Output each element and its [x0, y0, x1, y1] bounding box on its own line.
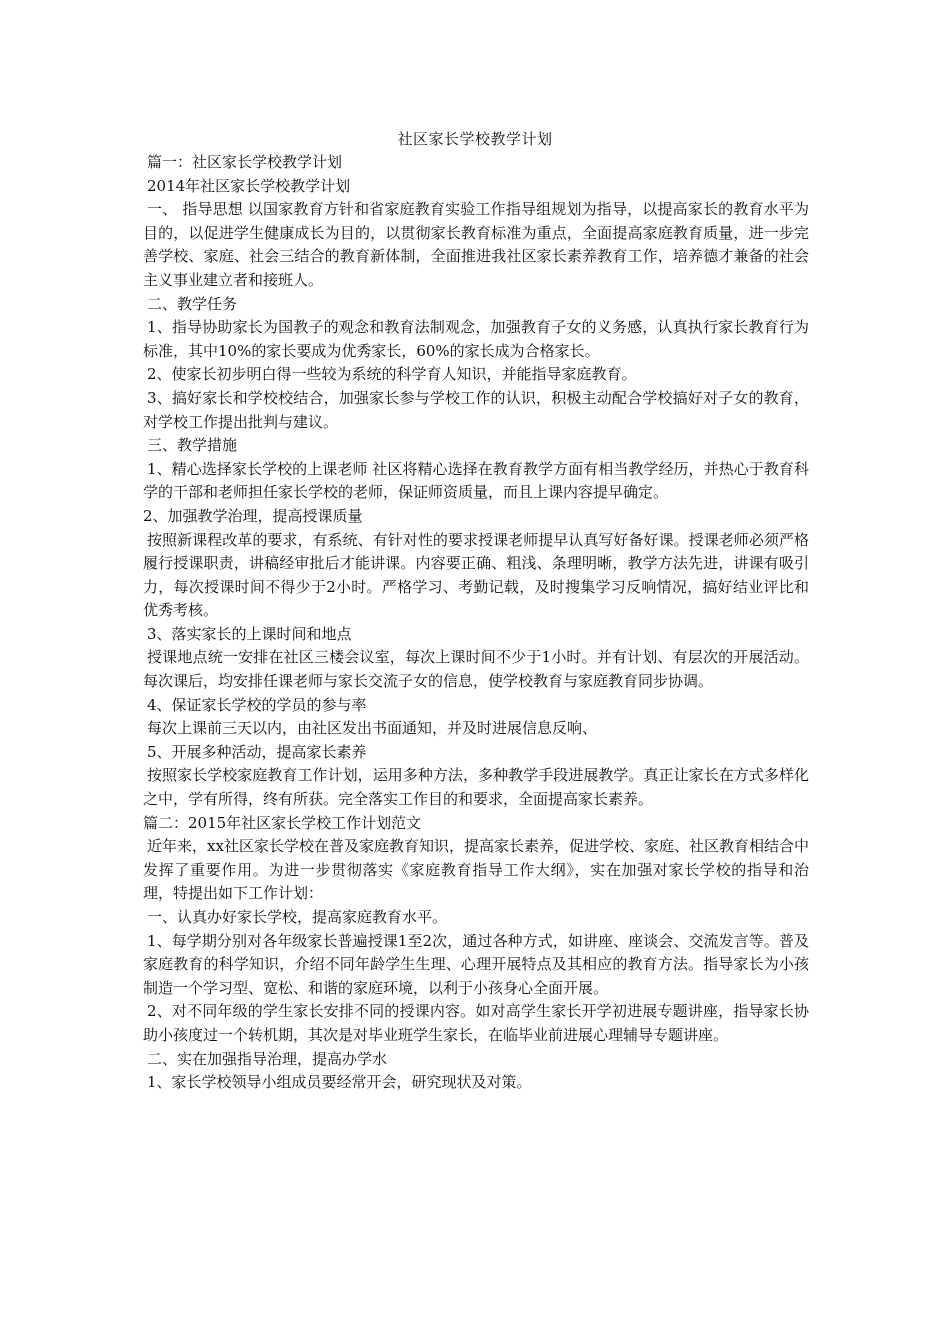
- document-title: 社区家长学校教学计划: [397, 130, 553, 148]
- paragraph: 1、每学期分别对各年级家长普遍授课1至2次，通过各种方式，如讲座、座谈会、交流发言等。普及家庭教育的科学知识，介绍不同年龄学生生理、心理开展特点及其相应的教育方法。指导家长为小孩制造一个学习型、宽松、和谐的家庭环境，以利于小孩身心全面开展。: [143, 931, 809, 997]
- paragraph: 每次上课前三天以内，由社区发出书面通知，并及时进展信息反响、: [147, 719, 598, 738]
- subsection-heading: 二、实在加强指导治理，提高办学水: [147, 1049, 388, 1068]
- paragraph: 2、加强教学治理，提高授课质量: [143, 506, 363, 525]
- subsection-heading: 三、教学措施: [147, 436, 238, 455]
- document-body: [143, 151, 809, 1095]
- paragraph: 按照新课程改革的要求，有系统、有针对性的要求授课老师提早认真写好备好课。授课老师必须严格履行授课职责，讲稿经审批后才能讲课。内容要正确、粗浅、条理明晰，教学方法先进，讲课有吸引力，每次授课时间不得少于2小时。严格学习、考勤记载，及时搜集学习反响情况，搞好结业评比和优秀考核。: [143, 530, 809, 620]
- paragraph: 按照家长学校家庭教育工作计划，运用多种方法，多种教学手段进展教学。真正让家长在方式多样化之中，学有所得，终有所获。完全落实工作目的和要求，全面提高家长素养。: [143, 766, 809, 809]
- paragraph: 5、开展多种活动，提高家长素养: [147, 742, 367, 761]
- paragraph: 3、落实家长的上课时间和地点: [147, 624, 352, 643]
- paragraph: 2、使家长初步明白得一些较为系统的科学育人知识，并能指导家庭教育。: [147, 365, 637, 384]
- paragraph: 2、对不同年级的学生家长安排不同的授课内容。如对高学生家长开学初进展专题讲座，指导家长协助小孩度过一个转机期，其次是对毕业班学生家长，在临毕业前进展心理辅导专题讲座。: [143, 1002, 809, 1044]
- paragraph: 授课地点统一安排在社区三楼会议室，每次上课时间不少于1小时。并有计划、有层次的开展活动。每次课后，均安排任课老师与家长交流子女的信息，使学校教育与家庭教育同步协调。: [143, 648, 809, 691]
- paragraph: 1、指导协助家长为国教子的观念和教育法制观念，加强教育子女的义务感，认真执行家长教育行为标准，其中10%的家长要成为优秀家长，60%的家长成为合格家长。: [143, 318, 809, 360]
- section-heading: 篇二：2015年社区家长学校工作计划范文: [143, 813, 422, 832]
- paragraph: 近年来，xx社区家长学校在普及家庭教育知识，提高家长素养，促进学校、家庭、社区教育相结合中发挥了重要作用。为进一步贯彻落实《家庭教育指导工作大纲》，实在加强对家长学校的指导和治理，特提出如下工作计划：: [143, 837, 809, 903]
- paragraph: 3、搞好家长和学校校结合，加强家长参与学校工作的认识，积极主动配合学校搞好对子女的教育，对学校工作提出批判与建议。: [143, 388, 809, 431]
- subsection-heading: 二、教学任务: [147, 294, 238, 313]
- subsection-heading: 一、认真办好家长学校，提高家庭教育水平。: [147, 908, 448, 926]
- paragraph: 4、保证家长学校的学员的参与率: [147, 695, 367, 714]
- paragraph: 一、 指导思想 以国家教育方针和省家庭教育实验工作指导组规划为指导，以提高家长的教育水平为目的，以促进学生健康成长为目的，以贯彻家长教育标准为重点，全面提高家庭教育质量，进一步完善学校、家庭、社会三结合的教育新体制，全面推进我社区家长素养教育工作，培养德才兼备的社会主义事业建立者和接班人。: [143, 200, 809, 289]
- paragraph: 1、精心选择家长学校的上课老师 社区将精心选择在教育教学方面有相当教学经历，并热心于教育科学的干部和老师担任家长学校的老师，保证师资质量，而且上课内容提早确定。: [143, 459, 809, 502]
- paragraph: 1、家长学校领导小组成员要经常开会，研究现状及对策。: [147, 1073, 532, 1092]
- subsection-heading: 2014年社区家长学校教学计划: [147, 176, 351, 195]
- section-heading: 篇一：社区家长学校教学计划: [147, 153, 343, 171]
